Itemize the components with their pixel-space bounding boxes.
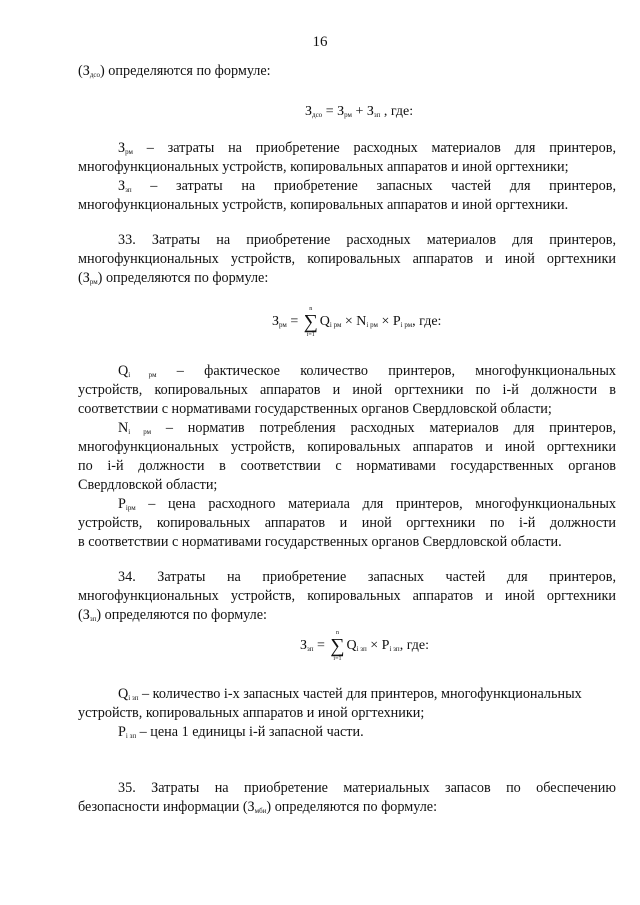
f3-times: × P [366,638,390,654]
p34-open: (З [78,607,90,623]
def-q-rm-sub: i рм [128,371,157,379]
def-rm-line1 [118,139,616,158]
def-q-rm-text1: – фактическое количество принтеров, многофункциональных [156,363,616,379]
f2-p-sub: i рм [400,321,413,330]
f2-q-sub: i рм [329,321,342,330]
p35-line2 [78,798,616,817]
def-p-rm-line2: устройств, копировальных аппаратов и иной оргтехники по i-й должности [78,515,616,531]
def-zp-line1 [118,177,616,196]
f2-sum-bottom: i=1 [306,332,315,338]
intro-line [78,62,616,81]
intro-open: (З [78,63,90,79]
def-q-rm-line2: устройств, копировальных аппаратов и иной оргтехники по i-й должности в [78,382,616,398]
def-zp-sym: З [118,178,126,194]
def-rm-sub: рм [125,148,133,156]
f1-plus: + З [351,104,374,119]
p33-line1: 33. Затраты на приобретение расходных материалов для принтеров, [118,232,616,248]
formula-total-cost [305,102,413,122]
f1-lhs: З [305,104,313,119]
p34-line1: 34. Затраты на приобретение запасных частей для принтеров, [118,569,616,585]
def-rm-line2: многофункциональных устройств, копировальных аппаратов и иной оргтехники; [78,159,569,175]
def-q-zp-sym: Q [118,686,129,702]
f1-t1-sub: рм [344,111,352,119]
def-p-rm-sub: iрм [125,504,136,512]
p34-line3 [78,606,616,625]
f3-sum-top: n [335,630,339,636]
def-q-zp-line1 [118,685,616,704]
formula-spare-parts [300,630,429,662]
f3-lhs-sub: зп [307,645,314,654]
def-q-zp-sub: i зп [128,694,139,702]
def-zp-sub: зп [125,186,132,194]
def-n-rm-line2: многофункциональных устройств, копировальных аппаратов и иной оргтехники [78,439,616,455]
p34-sub: зп [89,615,97,623]
def-p-zp-text1: – цена 1 единицы i-й запасной части. [136,724,364,740]
def-n-rm-line3: по i-й должности в соответствии с нормативами государственных органов [78,458,616,474]
f2-tail: , где: [412,314,442,330]
def-p-rm-line1 [118,495,616,514]
intro-sub: дсо [89,71,101,79]
def-n-rm-text1: – норматив потребления расходных материалов для принтеров, [151,420,616,436]
p34-line2: многофункциональных устройств, копировальных аппаратов и иной оргтехники [78,588,616,604]
p33-line3 [78,269,616,288]
p35-open: безопасности информации (З [78,799,255,815]
formula-consumables [272,306,442,338]
f1-eq: = З [322,104,345,119]
f2-lhs-sub: рм [279,321,287,330]
def-n-rm-sym: N [118,420,129,436]
f1-lhs-sub: дсо [312,111,323,119]
def-p-zp-sub: i зп [125,732,137,740]
def-q-zp-line2: устройств, копировальных аппаратов и иной оргтехники; [78,705,425,721]
def-p-zp-line1 [118,723,616,742]
def-p-zp-sym: P [118,724,126,740]
def-p-rm-text1: – цена расходного материала для принтеров, многофункциональных [135,496,616,512]
def-zp-line2: многофункциональных устройств, копировальных аппаратов и иной оргтехники. [78,197,569,213]
def-q-zp-text1: – количество i-х запасных частей для принтеров, многофункциональных [138,686,582,702]
f3-tail: , где: [399,638,429,654]
f3-lhs: З [300,638,308,654]
p33-line2: многофункциональных устройств, копировальных аппаратов и иной оргтехники [78,251,616,267]
f2-eq: = [286,314,302,330]
def-q-rm-line1 [118,362,616,381]
p35-line1: 35. Затраты на приобретение материальных запасов по обеспечению [118,780,616,796]
f2-sum [302,306,320,338]
f1-tail: , где: [380,104,414,119]
def-n-rm-line1 [118,419,616,438]
def-q-rm-line3: соответствии с нормативами государственных органов Свердловской области; [78,401,552,417]
f2-sum-top: n [309,306,313,312]
f2-lhs: З [272,314,280,330]
f2-n-sub: i рм [366,321,378,330]
def-rm-sym: З [118,140,126,156]
f3-sum [328,630,346,662]
f3-p-sub: i зп [389,645,400,654]
f2-times1: × N [341,314,367,330]
p35-sub: мби [254,807,267,815]
f2-q: Q [319,314,330,330]
f1-t2-sub: зп [373,111,381,119]
p33-open: (З [78,270,90,286]
def-p-rm-sym: P [118,496,126,512]
p35-close: ) определяются по формуле: [266,799,438,815]
p34-close: ) определяются по формуле: [96,607,267,623]
def-q-rm-sym: Q [118,363,129,379]
f3-q: Q [346,638,357,654]
p33-sub: рм [89,278,98,286]
f2-sum-sign: ∑ [303,311,318,333]
def-n-rm-sub: i рм [128,428,152,436]
f3-eq: = [313,638,329,654]
page-number: 16 [312,34,328,50]
p33-close: ) определяются по формуле: [97,270,269,286]
f2-times2: × P [377,314,401,330]
f3-sum-bottom: i=1 [333,656,342,662]
f3-sum-sign: ∑ [330,635,345,657]
def-p-rm-line3: в соответствии с нормативами государственных органов Свердловской области. [78,534,562,550]
def-zp-text1: – затраты на приобретение запасных частей для принтеров, [131,178,616,194]
def-rm-text1: – затраты на приобретение расходных материалов для принтеров, [132,140,616,156]
f3-q-sub: i зп [356,645,367,654]
def-n-rm-line4: Свердловской области; [78,477,218,493]
intro-close: ) определяются по формуле: [100,63,271,79]
